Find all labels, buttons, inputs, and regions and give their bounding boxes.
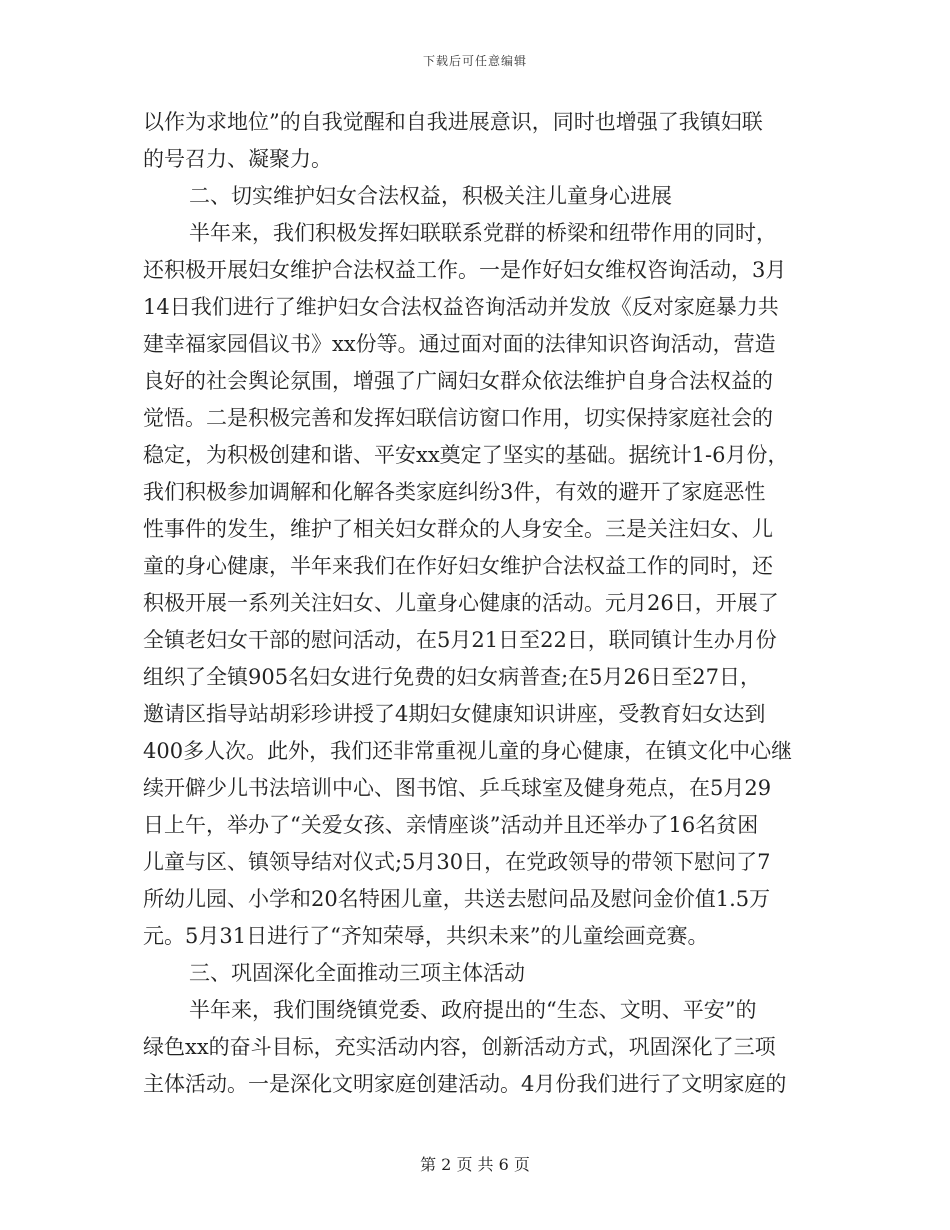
- paragraph-start: 半年来，我们积极发挥妇联联系党群的桥梁和纽带作用的同时，: [189, 221, 777, 245]
- text-line: 绿色xx的奋斗目标，充实活动内容，创新活动方式，巩固深化了三项: [143, 1035, 776, 1059]
- text-line: 续开僻少儿书法培训中心、图书馆、乒乓球室及健身苑点，在5月29: [143, 776, 772, 800]
- text-line: 14日我们进行了维护妇女合法权益咨询活动并发放《反对家庭暴力共: [143, 295, 779, 319]
- text-line: 元。5月31日进行了“齐知荣辱，共织未来”的儿童绘画竞赛。: [143, 924, 709, 948]
- text-line: 还积极开展妇女维护合法权益工作。一是作好妇女维权咨询活动，3月: [143, 258, 787, 282]
- text-line: 觉悟。二是积极完善和发挥妇联信访窗口作用，切实保持家庭社会的: [143, 406, 773, 430]
- text-line: 我们积极参加调解和化解各类家庭纠纷3件，有效的避开了家庭恶性: [143, 480, 766, 504]
- page-number: 第 2 页 共 6 页: [420, 1155, 530, 1174]
- text-line: 组织了全镇905名妇女进行免费的妇女病普查;在5月26日至27日，: [143, 665, 761, 689]
- text-line: 主体活动。一是深化文明家庭创建活动。4月份我们进行了文明家庭的: [143, 1072, 787, 1096]
- paragraph-start: 半年来，我们围绕镇党委、政府提出的“生态、文明、平安”的: [189, 998, 757, 1022]
- document-body: [143, 104, 811, 1103]
- section-heading: 二、切实维护妇女合法权益，积极关注儿童身心进展: [189, 184, 672, 208]
- text-line: 邀请区指导站胡彩珍讲授了4期妇女健康知识讲座，受教育妇女达到: [143, 702, 766, 726]
- page-header: 下载后可任意编辑: [422, 54, 527, 68]
- text-line: 儿童与区、镇领导结对仪式;5月30日，在党政领导的带领下慰问了7: [143, 850, 771, 874]
- text-line: 积极开展一系列关注妇女、儿童身心健康的活动。元月26日，开展了: [143, 591, 779, 615]
- text-line: 稳定，为积极创建和谐、平安xx奠定了坚实的基础。据统计1-6月份，: [143, 443, 789, 467]
- text-line: 童的身心健康，半年来我们在作好妇女维护合法权益工作的同时，还: [143, 554, 773, 578]
- text-line: 以作为求地位”的自我觉醒和自我进展意识，同时也增强了我镇妇联: [143, 110, 763, 134]
- text-line: 400多人次。此外，我们还非常重视儿童的身心健康，在镇文化中心继: [143, 739, 793, 763]
- text-line: 全镇老妇女干部的慰问活动，在5月21日至22日，联同镇计生办月份: [143, 628, 777, 652]
- text-line: 建幸福家园倡议书》xx份等。通过面对面的法律知识咨询活动，营造: [143, 332, 776, 356]
- text-line: 的号召力、凝聚力。: [143, 147, 332, 171]
- text-line: 良好的社会舆论氛围，增强了广阔妇女群众依法维护自身合法权益的: [143, 369, 773, 393]
- text-line: 所幼儿园、小学和20名特困儿童，共送去慰问品及慰问金价值1.5万: [143, 887, 771, 911]
- text-line: 性事件的发生，维护了相关妇女群众的人身安全。三是关注妇女、儿: [143, 517, 773, 541]
- section-heading: 三、巩固深化全面推动三项主体活动: [189, 961, 525, 985]
- text-line: 日上午，举办了“关爱女孩、亲情座谈”活动并且还举办了16名贫困: [143, 813, 759, 837]
